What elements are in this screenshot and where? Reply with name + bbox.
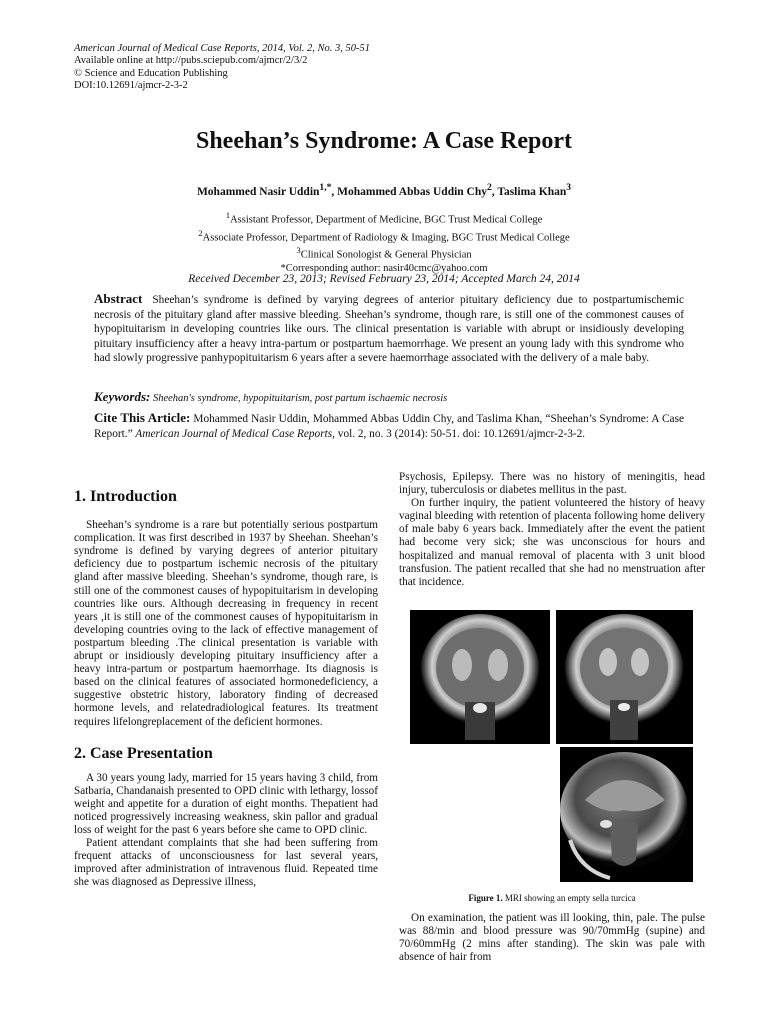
right-column-top [399,471,705,589]
author-list: Mohammed Nasir Uddin$^{1,*}$, Mohammed Abbas Uddin Chy$^2$, Taslima Khan$^3$ [196,182,572,198]
doi: DOI:10.12691/ajmcr-2-3-2 [74,80,188,92]
affiliation: $^3$Clinical Sonologist & General Physician [296,245,472,261]
abstract [94,292,684,366]
abstract-text: Sheehan’s syndrome is defined by varying degrees of anterior pituitary deficiency due to postpartumischemic necrosis of the pituitary gland after massive bleeding. Sheehan’s syndrome, though rare, is still one of the commonest causes of hypopituitarism in developing countries like ours. The clinical presentation is variable with abrupt or insidiously developing pituitary insufficiency after a heavy intra-partum or postpartum haemorrhage. We present an young lady with this syndrome who had slowly progressive panhypopituitarism 6 years after a severe haemorrhage associated with the delivery of a male baby. [94,294,684,365]
cite-label: Cite This Article: [94,410,191,425]
author: Mohammed Abbas Uddin Chy [337,185,487,198]
paragraph: Psychosis, Epilepsy. There was no history of meningitis, head injury, tuberculosis or diabetes mellitus in the past. [399,471,705,497]
journal-line: American Journal of Medical Case Reports, 2014, Vol. 2, No. 3, 50-51 [74,43,371,54]
right-column-bottom [399,912,705,964]
cite-journal: American Journal of Medical Case Reports [135,427,333,440]
abstract-label: Abstract [94,291,143,306]
keywords-text: Sheehan's syndrome, hypopituitarism, post partum ischaemic necrosis [152,393,448,404]
paragraph: On further inquiry, the patient volunteered the history of heavy vaginal bleeding with retention of placenta following home delivery of male baby 6 years back. Immediately after the event the patient had become very sick; she was unconscious for hours and hospitalized and manual removal of placenta with 3 unit blood transfusion. The patient recalled that she had no menstruation after that incidence. [399,497,705,588]
paper-title: Sheehan’s Syndrome: A Case Report [195,128,573,154]
mri-images [410,610,693,882]
paragraph: Sheehan’s syndrome is a rare but potentially serious postpartum complication. It was first described in 1937 by Sheehan. Sheehan’s syndrome is defined by varying degrees of anterior pituitary deficiency due to postpartum ischemic necrosis of the pituitary gland after massive bleeding. Sheehan’s syndrome, though rare, is still one of the commonest causes of hypopituitarism in developing countries like ours. Although decreasing in frequency in recent years ,it is still one of the commonest causes of hypopituitarism in developing countries oving to the lack of effective management of postpartum bleeding .The clinical presentation is variable with abrupt or insidiously developing pituitary insufficiency after a heavy intra-partum or postpartum haemorrhage. Its diagnosis is based on the clinical features of associated hormonedeficiency, a suggestive obstetric history, laboratory finding of decreased hormone levels, and relatedradiological features. Its treatment requires lifelongreplacement of the deficient hormones. [74,519,378,728]
affiliation: $^1$Assistant Professor, Department of Medicine, BGC Trust Medical College [225,210,543,226]
figure-label: Figure 1. [468,893,503,903]
section-heading-case-presentation: 2. Case Presentation [74,744,213,762]
keywords [94,389,684,405]
author: Mohammed Nasir Uddin [196,185,320,198]
available-online: Available online at http://pubs.sciepub.com/ajmcr/2/3/2 [74,55,308,67]
left-column [74,490,378,890]
keywords-label: Keywords: [94,389,151,404]
copyright: © Science and Education Publishing [74,67,228,79]
paragraph: A 30 years young lady, married for 15 years having 3 child, from Satbaria, Chandanaish presented to OPD clinic with lethargy, lossof weight and appetite for a duration of eight months. Thepatient had noticed progressively increasing weakness, skin pallor and gradual loss of weight for the past 6 years before she came to OPD clinic. [74,771,378,837]
paragraph: On examination, the patient was ill looking, thin, pale. The pulse was 88/min and blood pressure was 90/70mmHg (supine) and 70/60mmHg (2 mins after standing). The skin was pale with absence of hair from [399,912,705,964]
corresponding-author: *Corresponding author: nasir40cmc@yahoo.com [280,263,488,275]
affiliation: $^2$Associate Professor, Department of Radiology & Imaging, BGC Trust Medical College [198,227,570,244]
author: Taslima Khan [497,185,567,198]
affiliations [0,209,768,275]
figure-caption: Figure 1. MRI showing an empty sella turcica [468,893,636,903]
section-heading-introduction: 1. Introduction [74,488,177,505]
journal-header [74,43,370,93]
paragraph: Patient attendant complaints that she had been suffering from frequent attacks of unconsciousness for last several years, improved after administration of intravenous fluid. Repeated time she was diagnosed as Depressive illness, [74,837,378,889]
publication-dates: Received December 23, 2013; Revised February 23, 2014; Accepted March 24, 2014 [188,273,580,285]
cite-this-article: Cite This Article: Mohammed Nasir Uddin, Mohammed Abbas Uddin Chy, and Taslima Khan, “Sheehan’s Syndrome: A Case Report.” American Journal of Medical Case Reports, vol. 2, no. 3 (2014): 50-51. doi: 10.12691/ajmcr-2-3-2. [94,410,684,440]
mri-figure [410,610,693,882]
